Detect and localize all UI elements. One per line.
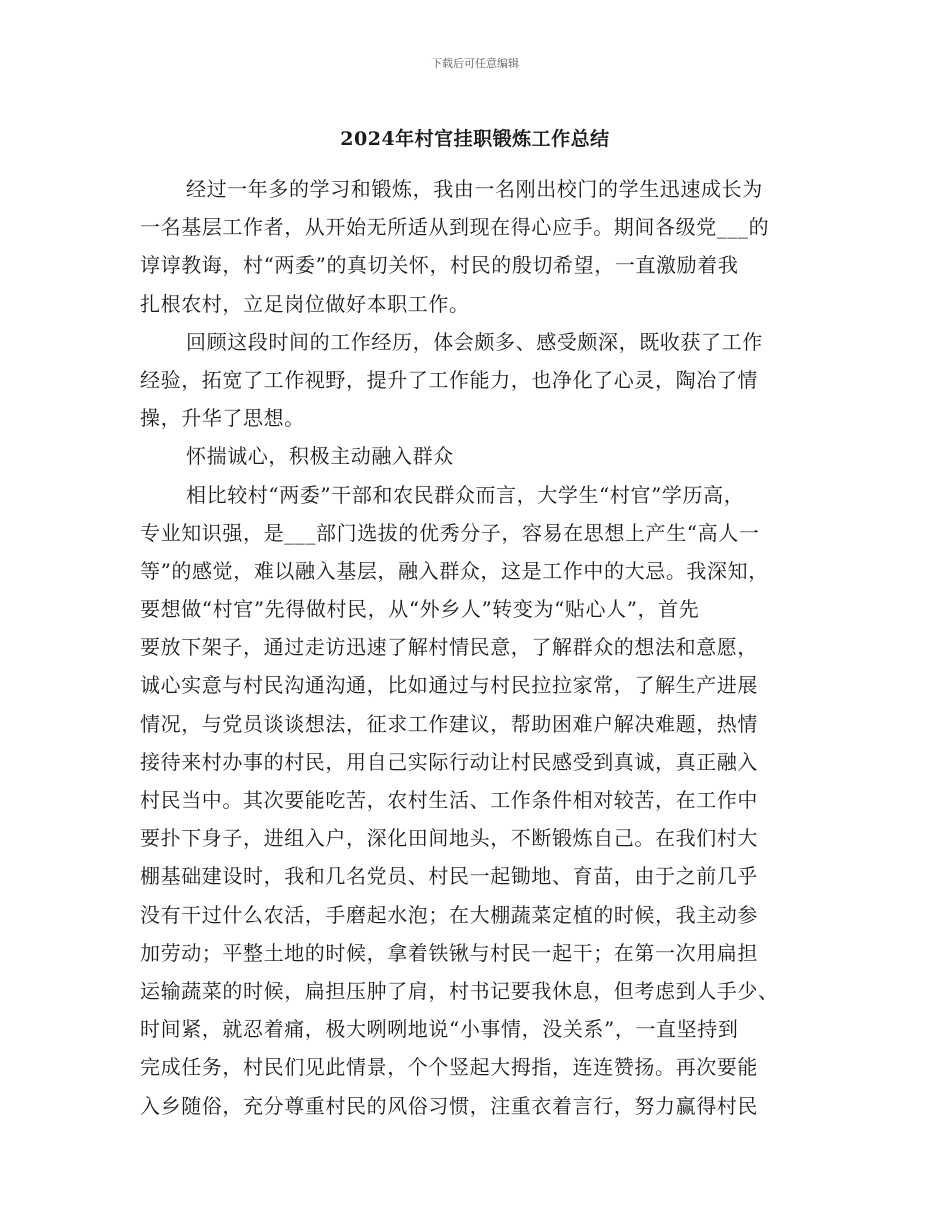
text-line: 入乡随俗，充分尊重村民的风俗习惯，注重衣着言行，努力赢得村民 [140,1093,758,1118]
text-line: 村民当中。其次要能吃苦，农村生活、工作条件相对较苦，在工作中 [140,788,758,812]
text-line: 要放下架子，通过走访迅速了解村情民意，了解群众的想法和意愿， [140,635,758,660]
text-line: 要想做“村官”先得做村民，从“外乡人”转变为“贴心人”，首先 [140,597,700,622]
text-line: 时间紧，就忍着痛，极大咧咧地说“小事情，没关系”，一直坚持到 [140,1017,739,1042]
document-title: 2024年村官挂职锻炼工作总结 [340,128,610,150]
text-line: 等”的感觉，难以融入基层，融入群众，这是工作中的大忌。我深知， [140,558,769,583]
text-line: 一名基层工作者，从开始无所适从到现在得心应手。期间各级党___的 [140,215,770,240]
text-line: 要扑下身子，进组入户，深化田间地头，不断锻炼自己。在我们村大 [140,826,758,851]
text-line: 扎根农村，立足岗位做好本职工作。 [140,291,470,316]
document-body [140,170,820,1125]
text-line: 情况，与党员谈谈想法，征求工作建议，帮助困难户解决难题，热情 [140,711,758,736]
text-line: 操，升华了思想。 [140,406,305,431]
text-line: 经过一年多的学习和锻炼，我由一名刚出校门的学生迅速成长为 [186,177,763,201]
text-line: 谆谆教诲，村“两委”的真切关怀，村民的殷切希望，一直激励着我 [140,253,739,278]
text-line: 棚基础建设时，我和几名党员、村民一起锄地、育苗，由于之前几乎 [140,864,758,889]
header-note: 下载后可任意编辑 [431,57,519,70]
text-line: 完成任务，村民们见此情景，个个竖起大拇指，连连赞扬。再次要能 [140,1055,758,1080]
text-line: 经验，拓宽了工作视野，提升了工作能力，也净化了心灵，陶冶了情 [140,367,758,392]
text-line: 没有干过什么农活，手磨起水泡；在大棚蔬菜定植的时候，我主动参 [140,902,758,927]
text-line: 专业知识强，是___部门选拔的优秀分子，容易在思想上产生“高人一 [140,520,760,545]
text-line: 加劳动；平整土地的时候，拿着铁锹与村民一起干；在第一次用扁担 [140,940,758,965]
section-heading: 怀揣诚心，积极主动融入群众 [186,444,454,469]
text-line: 回顾这段时间的工作经历，体会颇多、感受颇深，既收获了工作 [186,329,763,354]
text-line: 相比较村“两委”干部和农民群众而言，大学生“村官”学历高， [186,482,745,507]
text-line: 运输蔬菜的时候，扁担压肿了肩，村书记要我休息，但考虑到人手少、 [140,978,779,1003]
text-line: 接待来村办事的村民，用自己实际行动让村民感受到真诚，真正融入 [140,749,758,774]
text-line: 诚心实意与村民沟通沟通，比如通过与村民拉拉家常，了解生产进展 [140,673,758,698]
